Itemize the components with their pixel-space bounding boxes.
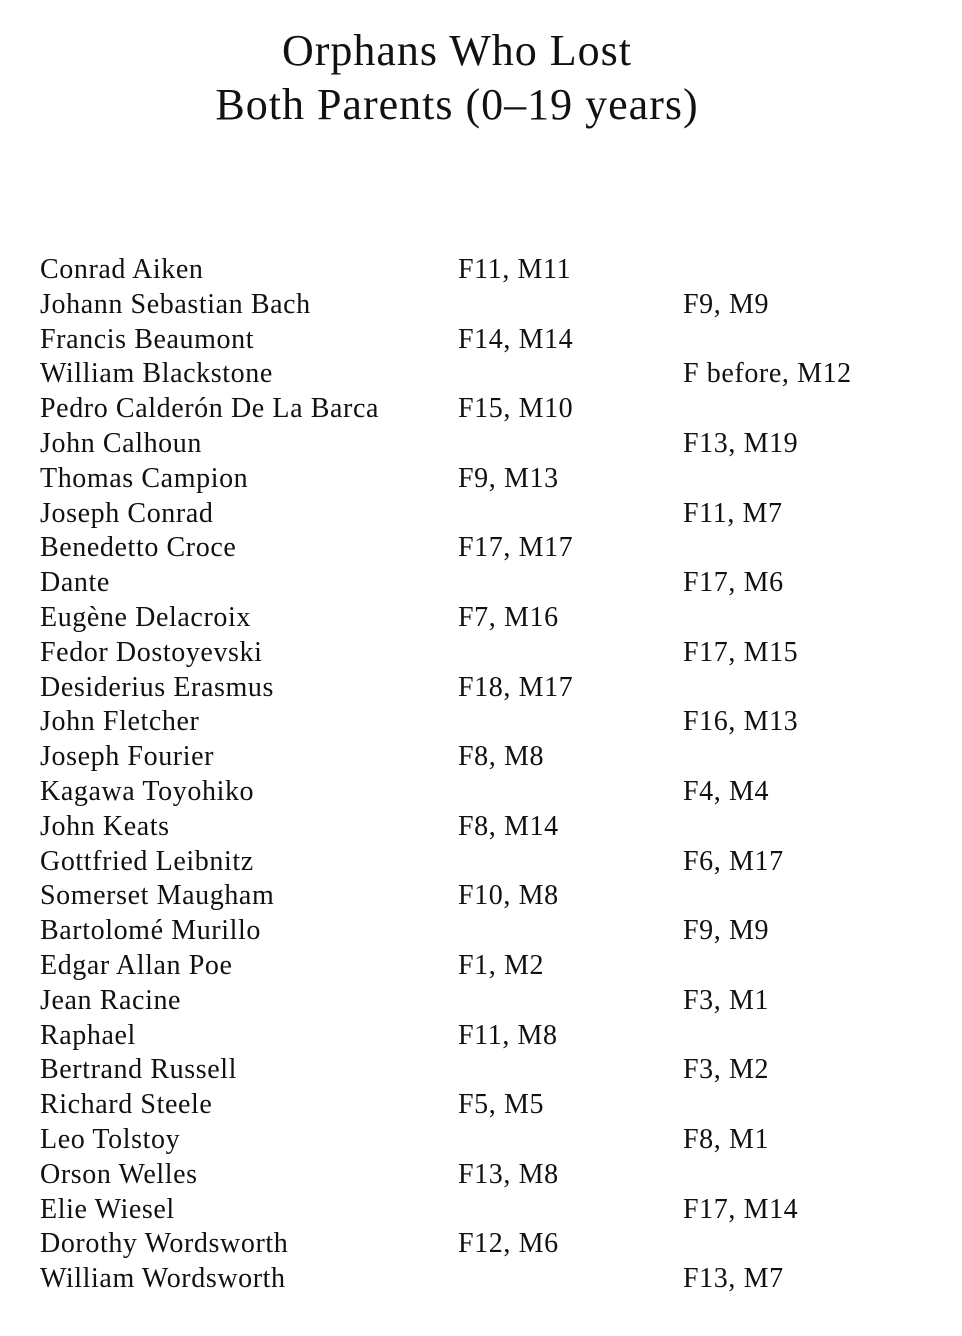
parent-loss-ages: F17, M6 — [683, 567, 784, 599]
list-item — [40, 1019, 920, 1054]
list-item — [40, 879, 920, 914]
person-name: Joseph Fourier — [40, 741, 215, 773]
page-title — [0, 24, 914, 132]
parent-loss-ages: F1, M2 — [458, 949, 545, 981]
list-item — [40, 566, 920, 601]
person-name: Pedro Calderón De La Barca — [40, 393, 380, 425]
parent-loss-ages: F12, M6 — [458, 1228, 559, 1260]
person-name: Bertrand Russell — [40, 1054, 238, 1086]
list-item — [40, 323, 920, 358]
list-item — [40, 810, 920, 845]
parent-loss-ages: F13, M7 — [683, 1263, 784, 1295]
list-item — [40, 1262, 920, 1297]
person-name: Desiderius Erasmus — [40, 671, 274, 703]
list-item — [40, 949, 920, 984]
parent-loss-ages: F7, M16 — [458, 601, 559, 633]
parent-loss-ages: F11, M8 — [458, 1019, 558, 1051]
list-item — [40, 357, 920, 392]
list-item — [40, 1158, 920, 1193]
list-item — [40, 740, 920, 775]
list-item — [40, 705, 920, 740]
person-name: Joseph Conrad — [40, 497, 214, 529]
list-item — [40, 1193, 920, 1228]
person-name: Dante — [40, 567, 110, 599]
person-name: Orson Welles — [40, 1158, 198, 1190]
person-name: Benedetto Croce — [40, 532, 237, 564]
parent-loss-ages: F5, M5 — [458, 1089, 545, 1121]
person-name: William Wordsworth — [40, 1263, 286, 1295]
person-name: Thomas Campion — [40, 462, 249, 494]
parent-loss-ages: F11, M7 — [683, 497, 783, 529]
parent-loss-ages: F9, M13 — [458, 462, 559, 494]
page-title-line-1: Orphans Who Lost — [281, 26, 633, 75]
list-item — [40, 1088, 920, 1123]
list-item — [40, 392, 920, 427]
person-name: Eugène Delacroix — [40, 601, 251, 633]
parent-loss-ages: F8, M8 — [458, 741, 545, 773]
parent-loss-ages: F17, M17 — [458, 532, 574, 564]
parent-loss-ages: F17, M14 — [683, 1193, 799, 1225]
person-name: John Calhoun — [40, 427, 202, 459]
parent-loss-ages: F16, M13 — [683, 706, 799, 738]
list-item — [40, 1227, 920, 1262]
parent-loss-ages: F before, M12 — [683, 358, 852, 390]
parent-loss-ages: F8, M1 — [683, 1123, 770, 1155]
parent-loss-ages: F13, M8 — [458, 1158, 559, 1190]
parent-loss-ages: F15, M10 — [458, 393, 574, 425]
person-name: Edgar Allan Poe — [40, 949, 233, 981]
person-name: Richard Steele — [40, 1089, 213, 1121]
list-item — [40, 601, 920, 636]
orphans-list — [40, 253, 920, 1297]
person-name: John Fletcher — [40, 706, 200, 738]
person-name: William Blackstone — [40, 358, 273, 390]
list-item — [40, 288, 920, 323]
parent-loss-ages: F3, M1 — [683, 984, 770, 1016]
parent-loss-ages: F10, M8 — [458, 880, 559, 912]
parent-loss-ages: F9, M9 — [683, 915, 770, 947]
person-name: Elie Wiesel — [40, 1193, 175, 1225]
list-item — [40, 531, 920, 566]
list-item — [40, 1053, 920, 1088]
parent-loss-ages: F11, M11 — [458, 254, 572, 285]
person-name: Somerset Maugham — [40, 880, 275, 912]
person-name: Jean Racine — [40, 984, 182, 1016]
person-name: Leo Tolstoy — [40, 1123, 181, 1155]
page-title-line-2: Both Parents (0–19 years) — [215, 80, 699, 129]
list-item — [40, 845, 920, 880]
list-item — [40, 775, 920, 810]
list-item — [40, 427, 920, 462]
parent-loss-ages: F6, M17 — [683, 845, 784, 877]
person-name: Kagawa Toyohiko — [40, 775, 255, 807]
list-item — [40, 671, 920, 706]
parent-loss-ages: F18, M17 — [458, 671, 574, 703]
person-name: Johann Sebastian Bach — [40, 288, 311, 320]
parent-loss-ages: F17, M15 — [683, 636, 799, 668]
parent-loss-ages: F9, M9 — [683, 288, 770, 320]
parent-loss-ages: F3, M2 — [683, 1054, 770, 1086]
parent-loss-ages: F8, M14 — [458, 810, 559, 842]
parent-loss-ages: F14, M14 — [458, 323, 574, 355]
person-name: John Keats — [40, 810, 170, 842]
list-item — [40, 462, 920, 497]
list-item — [40, 984, 920, 1019]
person-name: Dorothy Wordsworth — [40, 1228, 289, 1260]
person-name: Raphael — [40, 1019, 136, 1051]
parent-loss-ages: F13, M19 — [683, 427, 799, 459]
list-item — [40, 497, 920, 532]
person-name: Francis Beaumont — [40, 323, 255, 355]
person-name: Conrad Aiken — [40, 254, 204, 285]
list-item — [40, 253, 920, 288]
list-item — [40, 636, 920, 671]
person-name: Gottfried Leibnitz — [40, 845, 254, 877]
list-item — [40, 1123, 920, 1158]
person-name: Fedor Dostoyevski — [40, 636, 263, 668]
person-name: Bartolomé Murillo — [40, 915, 261, 947]
list-item — [40, 914, 920, 949]
parent-loss-ages: F4, M4 — [683, 775, 770, 807]
